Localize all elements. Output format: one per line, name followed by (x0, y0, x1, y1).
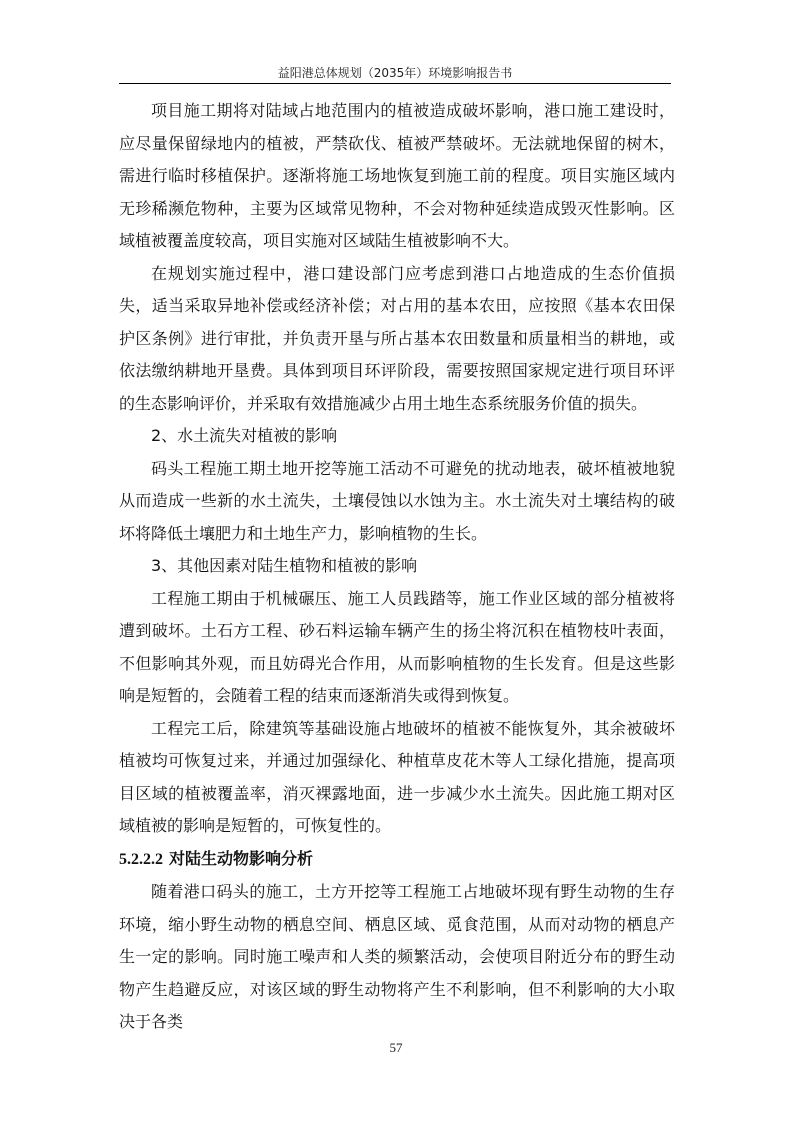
header-divider (119, 83, 671, 84)
paragraph-wildlife-impact: 随着港口码头的施工，土方开挖等工程施工占地破坏现有野生动物的生存环境，缩小野生动物的栖息空间、栖息区域、觅食范围，从而对动物的栖息产生一定的影响。同时施工噪声和人类的频繁活动，会使项目附近分布的野生动物产生趋避反应，对该区域的野生动物将产生不利影响，但不利影响的大小取决于各类 (119, 882, 675, 1031)
paragraph-vegetation-protection: 项目施工期将对陆域占地范围内的植被造成破坏影响，港口施工建设时，应尽量保留绿地内的植被，严禁砍伐、植被严禁破坏。无法就地保留的树木，需进行临时移植保护。逐渐将施工场地恢复到施工前的程度。项目实施区域内无珍稀濒危物种，主要为区域常见物种，不会对物种延续造成毁灭性影响。区域植被覆盖度较高，项目实施对区域陆生植被影响不大。 (119, 101, 675, 250)
paragraph-ecological-compensation: 在规划实施过程中，港口建设部门应考虑到港口占地造成的生态价值损失，适当采取异地补偿或经济补偿；对占用的基本农田，应按照《基本农田保护区条例》进行审批，并负责开垦与所占基本农田数量和质量相当的耕地，或依法缴纳耕地开垦费。具体到项目环评阶段，需要按照国家规定进行项目环评的生态影响评价，并采取有效措施减少占用土地生态系统服务价值的损失。 (119, 263, 675, 413)
paragraph-soil-erosion: 码头工程施工期土地开挖等施工活动不可避免的扰动地表，破坏植被地貌从而造成一些新的水土流失，土壤侵蚀以水蚀为主。水土流失对土壤结构的破坏将降低土壤肥力和土地生产力，影响植物的生长。 (119, 458, 675, 543)
section-title: 对陆生动物影响分析 (169, 848, 314, 868)
document-body (119, 95, 675, 1039)
section-heading (119, 843, 675, 877)
subheading-other-factors: 3、其他因素对陆生植物和植被的影响 (151, 556, 418, 575)
section-number: 5.2.2.2 (119, 850, 163, 868)
paragraph-post-construction-recovery: 工程完工后，除建筑等基础设施占地破坏的植被不能恢复外，其余被破坏植被均可恢复过来，并通过加强绿化、种植草皮花木等人工绿化措施，提高项目区域的植被覆盖率，消灭裸露地面，进一步减少水土流失。因此施工期对区域植被的影响是短暂的，可恢复性的。 (119, 718, 675, 835)
running-header: 益阳港总体规划（2035年）环境影响报告书 (277, 66, 513, 80)
page-number: 57 (389, 1040, 403, 1055)
paragraph-construction-damage: 工程施工期由于机械碾压、施工人员践踏等，施工作业区域的部分植被将遭到破坏。土石方工程、砂石料运输车辆产生的扬尘将沉积在植物枝叶表面，不但影响其外观，而且妨碍光合作用，从而影响植物的生长发育。但是这些影响是短暂的，会随着工程的结束而逐渐消失或得到恢复。 (119, 588, 675, 705)
subheading-soil-erosion: 2、水土流失对植被的影响 (151, 426, 338, 445)
